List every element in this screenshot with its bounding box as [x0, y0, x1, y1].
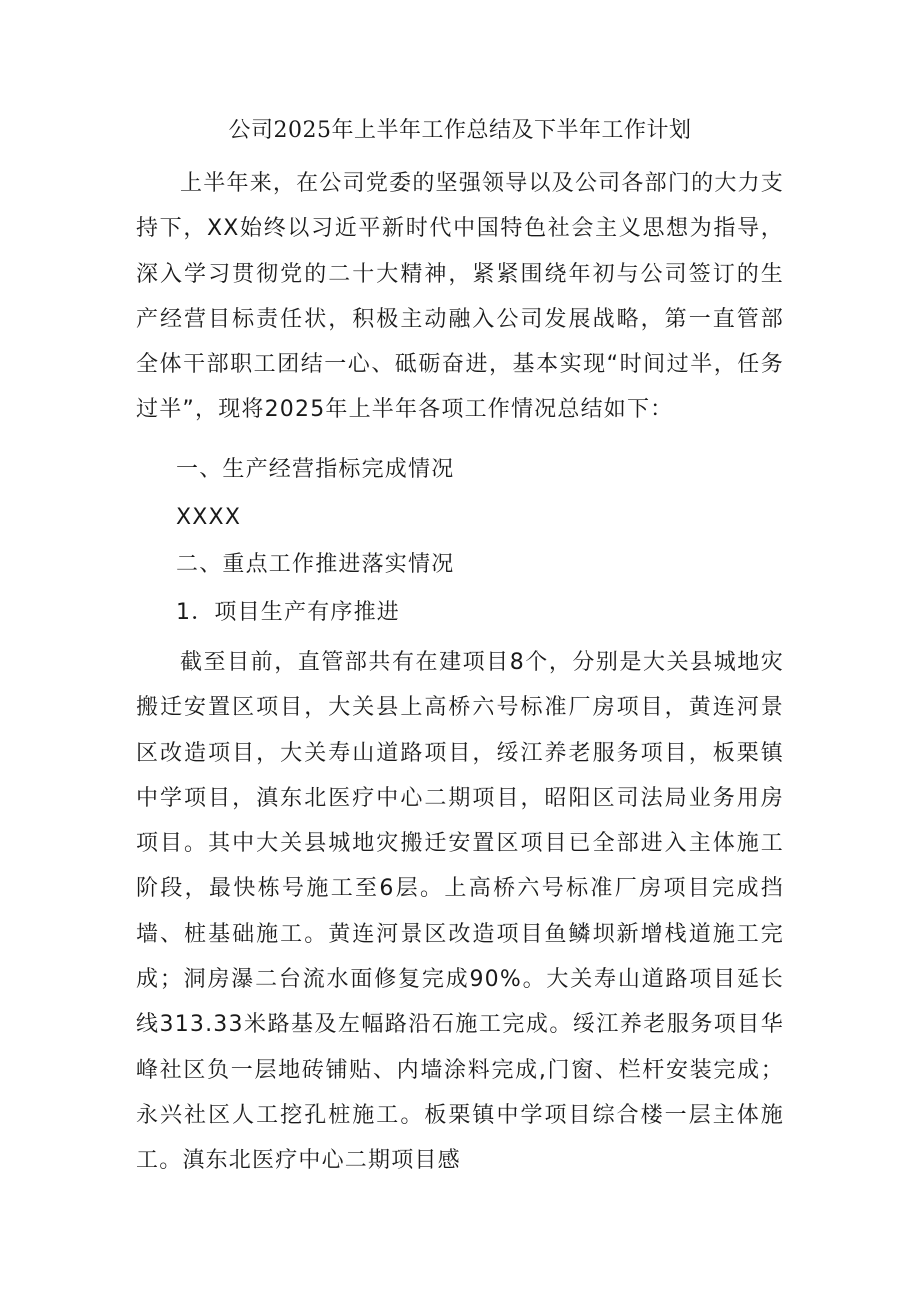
section-2-heading: 二、重点工作推进落实情况 [176, 552, 455, 577]
subsection-1-heading: 1．项目生产有序推进 [176, 600, 400, 625]
section-1-heading: 一、生产经营指标完成情况 [176, 457, 455, 482]
document-title: 公司2025年上半年工作总结及下半年工作计划 [228, 118, 692, 143]
intro-paragraph: 上半年来，在公司党委的坚强领导以及公司各部门的大力支持下，XX始终以习近平新时代中国特色社会主义思想为指导，深入学习贯彻党的二十大精神，紧紧围绕年初与公司签订的生产经营目标责任状，积极主动融入公司发展战略，第一直管部全体干部职工团结一心、砥砺奋进，基本实现“时间过半，任务过半”，现将2025年上半年各项工作情况总结如下： [136, 171, 784, 423]
subsection-1-body: 截至目前，直管部共有在建项目8个，分别是大关县城地灾搬迁安置区项目，大关县上高桥六号标准厂房项目，黄连河景区改造项目，大关寿山道路项目，绥江养老服务项目，板栗镇中学项目，滇东北医疗中心二期项目，昭阳区司法局业务用房项目。其中大关县城地灾搬迁安置区项目已全部进入主体施工阶段，最快栋号施工至6层。上高桥六号标准厂房项目完成挡墙、桩基础施工。黄连河景区改造项目鱼鳞坝新增栈道施工完成；洞房瀑二台流水面修复完成90%。大关寿山道路项目延长线313.33米路基及左幅路沿石施工完成。绥江养老服务项目华峰社区负一层地砖铺贴、内墙涂料完成,门窗、栏杆安装完成；永兴社区人工挖孔桩施工。板栗镇中学项目综合楼一层主体施工。滇东北医疗中心二期项目感 [136, 650, 784, 1174]
section-1-body: XXXX [176, 505, 242, 530]
